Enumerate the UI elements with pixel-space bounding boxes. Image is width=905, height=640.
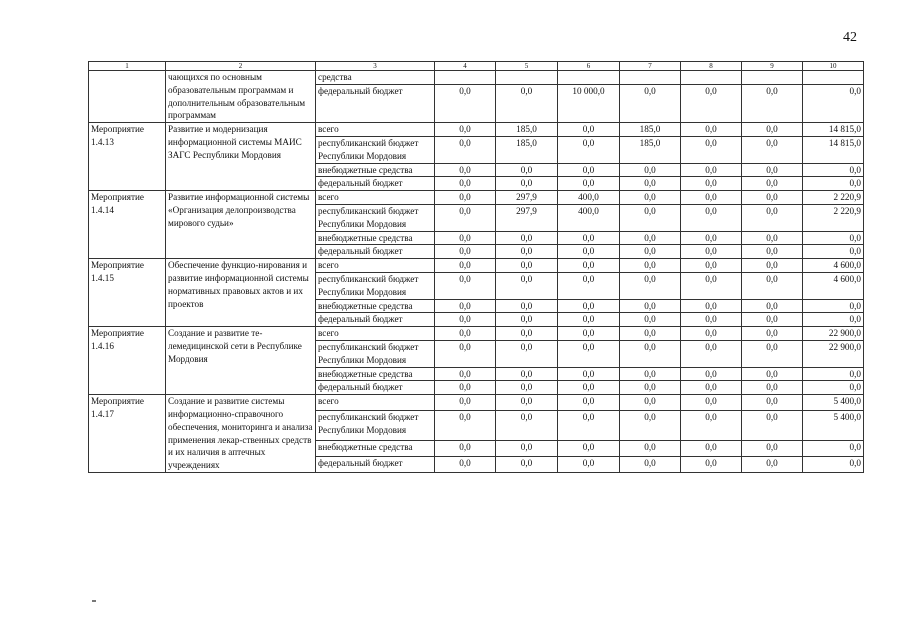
funding-source: всего bbox=[316, 395, 435, 411]
value-total-cell: 14 815,0 bbox=[803, 123, 864, 137]
value-total-cell: 0,0 bbox=[803, 245, 864, 259]
value-cell: 0,0 bbox=[435, 245, 496, 259]
value-cell: 10 000,0 bbox=[558, 85, 620, 123]
value-total-cell: 0,0 bbox=[803, 381, 864, 395]
value-cell bbox=[681, 71, 742, 85]
value-cell: 0,0 bbox=[435, 177, 496, 191]
funding-source: федеральный бюджет bbox=[316, 381, 435, 395]
event-description-part: образовательным программам и дополнительным образовательным программам bbox=[168, 84, 306, 121]
value-cell: 0,0 bbox=[435, 327, 496, 341]
value-cell: 0,0 bbox=[620, 395, 681, 411]
value-cell: 0,0 bbox=[435, 204, 496, 231]
value-cell: 0,0 bbox=[558, 381, 620, 395]
value-cell: 0,0 bbox=[558, 177, 620, 191]
value-cell: 0,0 bbox=[742, 367, 803, 381]
funding-source: республиканский бюджет Республики Мордовия bbox=[316, 272, 435, 299]
funding-source: средства bbox=[316, 71, 435, 85]
value-total-cell: 0,0 bbox=[803, 231, 864, 245]
value-cell: 0,0 bbox=[496, 299, 558, 313]
value-cell: 0,0 bbox=[496, 85, 558, 123]
funding-source: республиканский бюджет Республики Мордовия bbox=[316, 136, 435, 163]
value-cell: 0,0 bbox=[681, 204, 742, 231]
value-cell: 0,0 bbox=[620, 299, 681, 313]
value-cell bbox=[496, 71, 558, 85]
value-cell: 0,0 bbox=[681, 245, 742, 259]
event-description: Создание и развитие системы информационно-справочного обеспечения, мониторинга и анализа применения лекар-ственных средств и их наличия в аптечных учреждениях bbox=[166, 395, 316, 473]
value-cell: 0,0 bbox=[435, 367, 496, 381]
value-cell: 0,0 bbox=[742, 85, 803, 123]
value-total-cell: 2 220,9 bbox=[803, 204, 864, 231]
funding-source: всего bbox=[316, 191, 435, 205]
column-number: 8 bbox=[681, 62, 742, 71]
value-cell: 0,0 bbox=[496, 457, 558, 473]
value-cell: 0,0 bbox=[620, 367, 681, 381]
value-cell bbox=[558, 71, 620, 85]
event-code bbox=[89, 71, 166, 123]
value-total-cell: 4 600,0 bbox=[803, 259, 864, 273]
value-cell: 185,0 bbox=[496, 136, 558, 163]
value-cell: 0,0 bbox=[496, 177, 558, 191]
funding-source: федеральный бюджет bbox=[316, 245, 435, 259]
value-cell: 0,0 bbox=[742, 340, 803, 367]
table-row bbox=[89, 395, 864, 411]
value-cell: 0,0 bbox=[742, 177, 803, 191]
column-number: 6 bbox=[558, 62, 620, 71]
value-total-cell: 0,0 bbox=[803, 441, 864, 457]
value-cell: 0,0 bbox=[435, 163, 496, 177]
value-cell: 0,0 bbox=[681, 299, 742, 313]
event-groups bbox=[89, 123, 864, 473]
value-cell: 0,0 bbox=[742, 299, 803, 313]
value-cell: 0,0 bbox=[620, 191, 681, 205]
funding-source: всего bbox=[316, 327, 435, 341]
value-cell: 0,0 bbox=[435, 410, 496, 440]
value-cell: 0,0 bbox=[558, 231, 620, 245]
value-cell: 0,0 bbox=[558, 136, 620, 163]
table-row bbox=[89, 259, 864, 273]
funding-source: всего bbox=[316, 259, 435, 273]
value-cell: 0,0 bbox=[435, 123, 496, 137]
value-cell: 0,0 bbox=[742, 327, 803, 341]
column-number: 9 bbox=[742, 62, 803, 71]
value-cell: 0,0 bbox=[681, 231, 742, 245]
value-cell: 0,0 bbox=[558, 163, 620, 177]
event-description: Развитие и модернизация информационной системы МАИС ЗАГС Республики Мордовия bbox=[166, 123, 316, 191]
value-cell: 0,0 bbox=[742, 259, 803, 273]
value-cell: 185,0 bbox=[496, 123, 558, 137]
funding-source: федеральный бюджет bbox=[316, 85, 435, 123]
value-cell: 0,0 bbox=[742, 441, 803, 457]
value-cell: 0,0 bbox=[742, 204, 803, 231]
funding-source: внебюджетные средства bbox=[316, 299, 435, 313]
value-cell: 0,0 bbox=[681, 381, 742, 395]
column-number: 4 bbox=[435, 62, 496, 71]
value-cell: 0,0 bbox=[742, 231, 803, 245]
column-number-row bbox=[89, 62, 864, 71]
value-cell: 0,0 bbox=[681, 259, 742, 273]
value-cell: 297,9 bbox=[496, 204, 558, 231]
value-cell: 0,0 bbox=[620, 313, 681, 327]
value-total-cell: 0,0 bbox=[803, 177, 864, 191]
budget-table bbox=[88, 61, 864, 473]
funding-source: республиканский бюджет Республики Мордовия bbox=[316, 410, 435, 440]
value-cell: 0,0 bbox=[558, 123, 620, 137]
value-cell: 0,0 bbox=[435, 457, 496, 473]
value-cell: 0,0 bbox=[435, 259, 496, 273]
value-total-cell: 5 400,0 bbox=[803, 395, 864, 411]
value-cell: 0,0 bbox=[742, 395, 803, 411]
value-cell: 0,0 bbox=[742, 457, 803, 473]
value-cell: 0,0 bbox=[558, 259, 620, 273]
value-cell: 0,0 bbox=[681, 177, 742, 191]
value-cell: 0,0 bbox=[681, 441, 742, 457]
value-cell: 0,0 bbox=[620, 163, 681, 177]
value-cell: 0,0 bbox=[558, 245, 620, 259]
column-number: 3 bbox=[316, 62, 435, 71]
value-cell: 0,0 bbox=[496, 340, 558, 367]
value-cell: 0,0 bbox=[496, 259, 558, 273]
value-cell: 0,0 bbox=[435, 441, 496, 457]
value-cell: 297,9 bbox=[496, 191, 558, 205]
value-cell: 0,0 bbox=[681, 327, 742, 341]
value-total-cell: 22 900,0 bbox=[803, 327, 864, 341]
event-description: Развитие информационной системы «Организация делопроизводства мирового судьи» bbox=[166, 191, 316, 259]
value-cell: 0,0 bbox=[620, 340, 681, 367]
event-code: Мероприятие 1.4.14 bbox=[89, 191, 166, 259]
value-cell: 0,0 bbox=[496, 327, 558, 341]
value-cell: 0,0 bbox=[558, 313, 620, 327]
value-cell: 0,0 bbox=[681, 457, 742, 473]
table-row bbox=[89, 327, 864, 341]
value-cell: 0,0 bbox=[681, 313, 742, 327]
value-cell: 185,0 bbox=[620, 136, 681, 163]
value-cell: 0,0 bbox=[620, 410, 681, 440]
value-cell: 0,0 bbox=[558, 395, 620, 411]
event-code: Мероприятие 1.4.13 bbox=[89, 123, 166, 191]
funding-source: внебюджетные средства bbox=[316, 231, 435, 245]
value-cell: 0,0 bbox=[681, 410, 742, 440]
funding-source: республиканский бюджет Республики Мордовия bbox=[316, 340, 435, 367]
value-cell: 0,0 bbox=[681, 272, 742, 299]
value-cell: 0,0 bbox=[496, 410, 558, 440]
value-cell: 0,0 bbox=[742, 136, 803, 163]
value-cell: 0,0 bbox=[681, 367, 742, 381]
value-cell: 0,0 bbox=[681, 136, 742, 163]
value-cell: 400,0 bbox=[558, 204, 620, 231]
value-total-cell: 0,0 bbox=[803, 163, 864, 177]
value-cell: 0,0 bbox=[435, 381, 496, 395]
value-cell: 0,0 bbox=[742, 313, 803, 327]
value-cell: 185,0 bbox=[620, 123, 681, 137]
value-cell: 0,0 bbox=[742, 410, 803, 440]
event-description-part: чающихся по основным bbox=[168, 72, 262, 82]
value-cell: 0,0 bbox=[620, 272, 681, 299]
value-cell: 0,0 bbox=[620, 204, 681, 231]
funding-source: федеральный бюджет bbox=[316, 313, 435, 327]
event-description: Создание и развитие те-лемедицинской сети в Республике Мордовия bbox=[166, 327, 316, 395]
value-cell: 0,0 bbox=[742, 123, 803, 137]
value-cell: 0,0 bbox=[496, 367, 558, 381]
value-cell bbox=[620, 71, 681, 85]
value-cell: 0,0 bbox=[496, 313, 558, 327]
value-cell: 0,0 bbox=[496, 395, 558, 411]
value-cell: 0,0 bbox=[435, 340, 496, 367]
column-number: 1 bbox=[89, 62, 166, 71]
value-cell: 0,0 bbox=[681, 191, 742, 205]
value-total-cell: 0,0 bbox=[803, 457, 864, 473]
value-cell: 0,0 bbox=[681, 123, 742, 137]
value-cell: 0,0 bbox=[435, 85, 496, 123]
scan-mark bbox=[92, 600, 96, 602]
column-number: 7 bbox=[620, 62, 681, 71]
event-description: Обеспечение функцио-нирования и развитие информационной системы нормативных правовых актов и их проектов bbox=[166, 259, 316, 327]
event-code: Мероприятие 1.4.17 bbox=[89, 395, 166, 473]
funding-source: федеральный бюджет bbox=[316, 177, 435, 191]
value-cell: 0,0 bbox=[620, 327, 681, 341]
value-cell: 0,0 bbox=[435, 313, 496, 327]
value-cell: 0,0 bbox=[435, 231, 496, 245]
value-cell: 0,0 bbox=[558, 327, 620, 341]
column-number: 2 bbox=[166, 62, 316, 71]
funding-source: внебюджетные средства bbox=[316, 367, 435, 381]
value-cell: 0,0 bbox=[558, 272, 620, 299]
event-code: Мероприятие 1.4.15 bbox=[89, 259, 166, 327]
table-body bbox=[89, 71, 864, 123]
value-cell: 0,0 bbox=[742, 272, 803, 299]
value-total-cell: 0,0 bbox=[803, 367, 864, 381]
value-cell: 0,0 bbox=[558, 367, 620, 381]
value-cell: 0,0 bbox=[435, 191, 496, 205]
value-total-cell: 0,0 bbox=[803, 299, 864, 313]
value-total-cell bbox=[803, 71, 864, 85]
value-total-cell: 22 900,0 bbox=[803, 340, 864, 367]
funding-source: внебюджетные средства bbox=[316, 163, 435, 177]
page-number: 42 bbox=[843, 30, 857, 45]
funding-source: федеральный бюджет bbox=[316, 457, 435, 473]
value-cell: 0,0 bbox=[620, 381, 681, 395]
value-cell: 0,0 bbox=[742, 191, 803, 205]
value-cell: 0,0 bbox=[620, 245, 681, 259]
value-cell: 0,0 bbox=[435, 395, 496, 411]
value-cell: 0,0 bbox=[681, 163, 742, 177]
value-cell: 0,0 bbox=[681, 395, 742, 411]
column-number: 5 bbox=[496, 62, 558, 71]
value-cell: 0,0 bbox=[620, 231, 681, 245]
value-cell: 0,0 bbox=[435, 272, 496, 299]
value-total-cell: 0,0 bbox=[803, 85, 864, 123]
table-row bbox=[89, 71, 864, 85]
value-cell: 0,0 bbox=[496, 231, 558, 245]
value-cell bbox=[742, 71, 803, 85]
value-cell: 0,0 bbox=[496, 245, 558, 259]
value-cell: 0,0 bbox=[742, 245, 803, 259]
value-cell: 0,0 bbox=[620, 177, 681, 191]
value-cell: 0,0 bbox=[558, 410, 620, 440]
column-number: 10 bbox=[803, 62, 864, 71]
event-code: Мероприятие 1.4.16 bbox=[89, 327, 166, 395]
value-cell: 0,0 bbox=[742, 163, 803, 177]
value-cell: 0,0 bbox=[558, 340, 620, 367]
value-cell: 0,0 bbox=[496, 272, 558, 299]
value-cell: 0,0 bbox=[558, 441, 620, 457]
value-total-cell: 2 220,9 bbox=[803, 191, 864, 205]
value-cell: 0,0 bbox=[435, 136, 496, 163]
value-cell: 0,0 bbox=[742, 381, 803, 395]
value-cell: 0,0 bbox=[620, 457, 681, 473]
value-total-cell: 5 400,0 bbox=[803, 410, 864, 440]
table-row bbox=[89, 123, 864, 137]
value-cell: 0,0 bbox=[620, 441, 681, 457]
table-row bbox=[89, 191, 864, 205]
value-total-cell: 0,0 bbox=[803, 313, 864, 327]
value-cell: 0,0 bbox=[496, 163, 558, 177]
value-cell bbox=[435, 71, 496, 85]
funding-source: внебюджетные средства bbox=[316, 441, 435, 457]
event-description bbox=[166, 71, 316, 123]
value-cell: 0,0 bbox=[620, 259, 681, 273]
value-cell: 0,0 bbox=[620, 85, 681, 123]
value-cell: 400,0 bbox=[558, 191, 620, 205]
value-total-cell: 14 815,0 bbox=[803, 136, 864, 163]
funding-source: всего bbox=[316, 123, 435, 137]
value-total-cell: 4 600,0 bbox=[803, 272, 864, 299]
value-cell: 0,0 bbox=[681, 340, 742, 367]
funding-source: республиканский бюджет Республики Мордовия bbox=[316, 204, 435, 231]
value-cell: 0,0 bbox=[558, 457, 620, 473]
value-cell: 0,0 bbox=[681, 85, 742, 123]
value-cell: 0,0 bbox=[496, 441, 558, 457]
value-cell: 0,0 bbox=[496, 381, 558, 395]
value-cell: 0,0 bbox=[558, 299, 620, 313]
value-cell: 0,0 bbox=[435, 299, 496, 313]
